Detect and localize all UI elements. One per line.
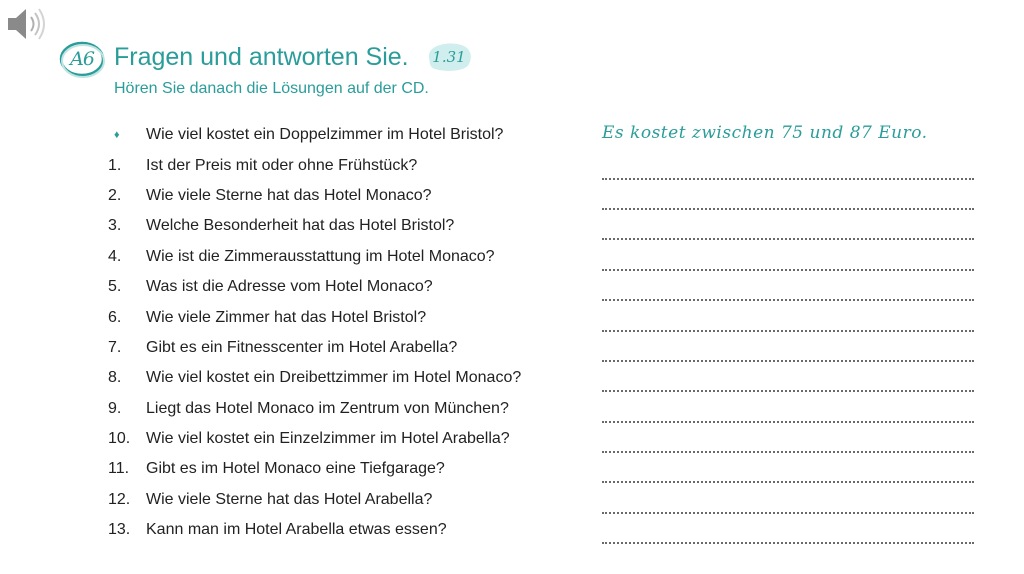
question-text: Wie viel kostet ein Einzelzimmer im Hotel Arabella? xyxy=(146,430,510,448)
question-number: 4. xyxy=(108,247,122,265)
answer-blank[interactable] xyxy=(602,162,974,180)
question-text: Was ist die Adresse vom Hotel Monaco? xyxy=(146,278,433,296)
answer-blank[interactable] xyxy=(602,526,974,544)
question-number: 13. xyxy=(108,521,131,539)
question-number: 6. xyxy=(108,308,122,326)
answer-blank[interactable] xyxy=(602,374,974,392)
question-text: Kann man im Hotel Arabella etwas essen? xyxy=(146,521,447,539)
question-text: Gibt es im Hotel Monaco eine Tiefgarage? xyxy=(146,460,445,478)
question-text: Wie viele Sterne hat das Hotel Arabella? xyxy=(146,490,433,508)
answer-blank[interactable] xyxy=(602,496,974,514)
question-number: 10. xyxy=(108,430,131,448)
answer-blank[interactable] xyxy=(602,435,974,453)
question-row xyxy=(108,394,988,424)
question-text: Liegt das Hotel Monaco im Zentrum von München? xyxy=(146,399,509,417)
question-text: Welche Besonderheit hat das Hotel Bristol? xyxy=(146,217,455,235)
question-text: Wie viele Sterne hat das Hotel Monaco? xyxy=(146,186,432,204)
question-row xyxy=(108,333,988,363)
example-answer: Es kostet zwischen 75 und 87 Euro. xyxy=(602,123,928,144)
question-row xyxy=(108,363,988,393)
question-row xyxy=(108,454,988,484)
question-row xyxy=(108,424,988,454)
example-row xyxy=(108,120,988,150)
question-number: 2. xyxy=(108,186,122,204)
question-number: 12. xyxy=(108,490,131,508)
question-number: 9. xyxy=(108,399,122,417)
question-number: 5. xyxy=(108,278,122,296)
question-row xyxy=(108,150,988,180)
answer-blank[interactable] xyxy=(602,283,974,301)
example-marker: ♦ xyxy=(114,129,120,142)
audio-track-number: 1.31 xyxy=(432,48,466,66)
question-number: 3. xyxy=(108,217,122,235)
answer-blank[interactable] xyxy=(602,314,974,332)
question-number: 8. xyxy=(108,369,122,387)
exercise-badge-label: A6 xyxy=(70,48,94,70)
question-row xyxy=(108,272,988,302)
question-number: 1. xyxy=(108,156,122,174)
question-text: Ist der Preis mit oder ohne Frühstück? xyxy=(146,156,418,174)
answer-blank[interactable] xyxy=(602,465,974,483)
answer-blank[interactable] xyxy=(602,344,974,362)
question-number: 11. xyxy=(108,460,130,478)
question-row xyxy=(108,302,988,332)
question-row xyxy=(108,181,988,211)
exercise-title: Fragen und antworten Sie. xyxy=(114,43,409,71)
exercise-subtitle: Hören Sie danach die Lösungen auf der CD. xyxy=(114,80,429,97)
question-row xyxy=(108,211,988,241)
answer-blank[interactable] xyxy=(602,222,974,240)
question-text: Wie ist die Zimmerausstattung im Hotel Monaco? xyxy=(146,247,495,265)
question-list xyxy=(108,120,988,545)
speaker-icon[interactable] xyxy=(4,4,50,44)
answer-blank[interactable] xyxy=(602,192,974,210)
question-row xyxy=(108,485,988,515)
question-number: 7. xyxy=(108,338,122,356)
question-text: Wie viele Zimmer hat das Hotel Bristol? xyxy=(146,308,427,326)
example-question: Wie viel kostet ein Doppelzimmer im Hotel Bristol? xyxy=(146,126,504,144)
answer-blank[interactable] xyxy=(602,253,974,271)
question-text: Wie viel kostet ein Dreibettzimmer im Hotel Monaco? xyxy=(146,369,522,387)
question-text: Gibt es ein Fitnesscenter im Hotel Arabella? xyxy=(146,338,458,356)
question-row xyxy=(108,515,988,545)
answer-blank[interactable] xyxy=(602,405,974,423)
question-row xyxy=(108,242,988,272)
